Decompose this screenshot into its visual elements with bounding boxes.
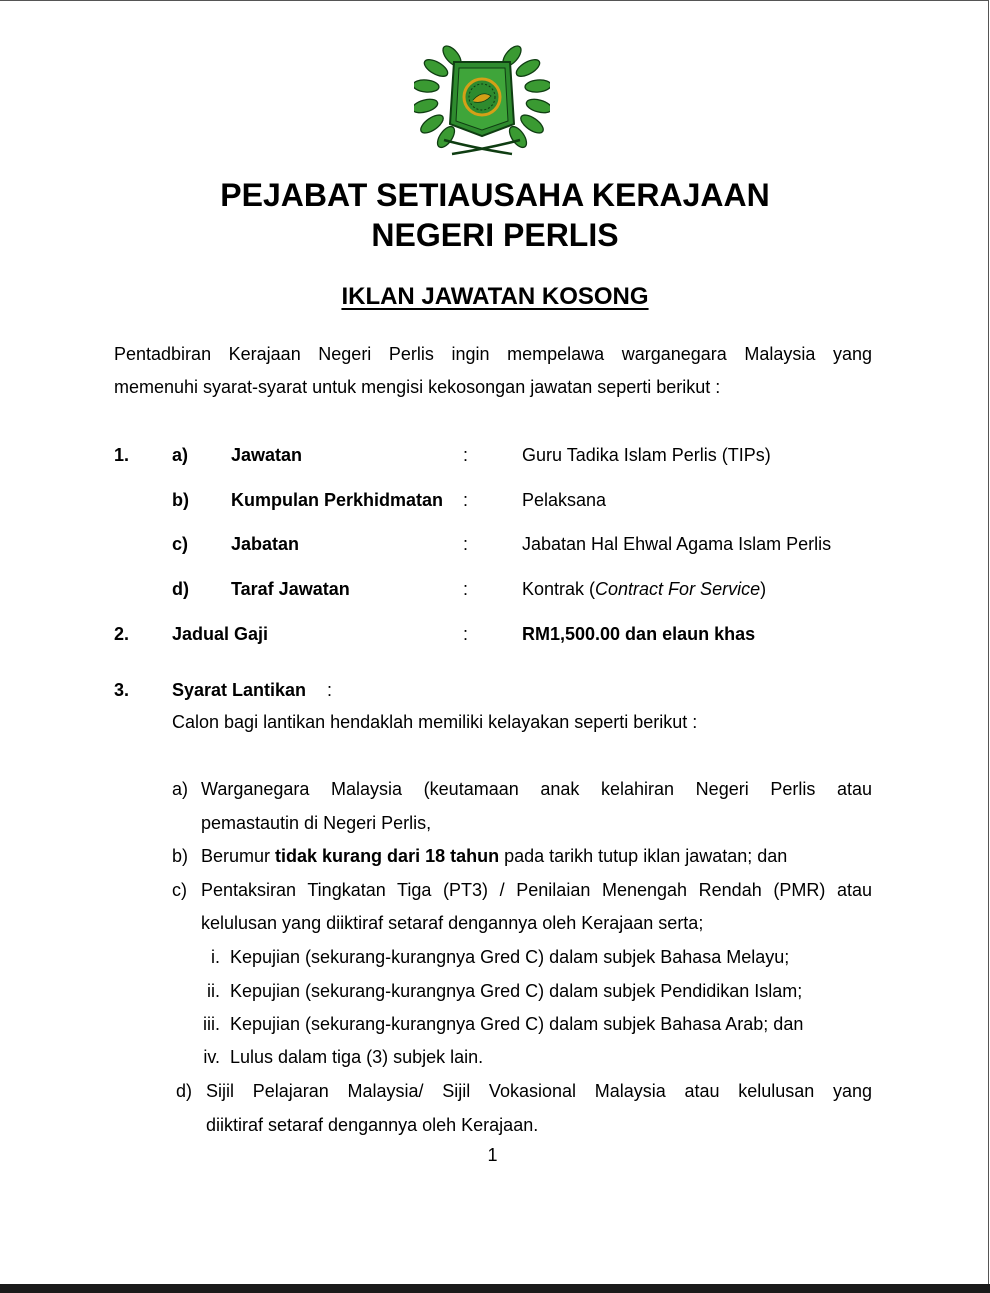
item1d-value-suffix: ) [760, 579, 767, 599]
item1d-letter: d) [172, 579, 189, 599]
item1c-label: Jabatan [231, 534, 300, 554]
item1d-value [522, 578, 766, 600]
item1-number: 1. [114, 445, 130, 465]
item3a-letter: a) [172, 779, 189, 799]
intro-line1: Pentadbiran Kerajaan Negeri Perlis ingin mempelawa warganegara Malaysia yang [114, 344, 872, 364]
item1d-value-prefix: Kontrak ( [522, 579, 596, 599]
item3c-sub1-num: i. [211, 947, 220, 967]
item1c-value: Jabatan Hal Ehwal Agama Islam Perlis [522, 534, 832, 554]
item3c-sub2-text: Kepujian (sekurang-kurangnya Gred C) dalam subjek Pendidikan Islam; [230, 981, 803, 1001]
item3c-sub2-num: ii. [207, 981, 220, 1001]
item3-subtitle: Calon bagi lantikan hendaklah memiliki kelayakan seperti berikut : [172, 712, 698, 732]
intro-line2: memenuhi syarat-syarat untuk mengisi kekosongan jawatan seperti berikut : [114, 377, 721, 397]
item3d-line1: Sijil Pelajaran Malaysia/ Sijil Vokasional Malaysia atau kelulusan yang [206, 1081, 872, 1101]
item3c-sub4-text: Lulus dalam tiga (3) subjek lain. [230, 1047, 484, 1067]
item3b-text [201, 845, 787, 867]
item1a-colon: : [463, 445, 469, 465]
page-bottom-bar [0, 1284, 990, 1293]
document-heading: IKLAN JAWATAN KOSONG [341, 283, 649, 310]
item1d-value-italic: Contract For Service [595, 579, 761, 599]
page-number: 1 [487, 1145, 498, 1165]
item1b-value: Pelaksana [522, 490, 607, 510]
item1b-letter: b) [172, 490, 189, 510]
office-title-line1: PEJABAT SETIAUSAHA KERAJAAN [220, 177, 770, 213]
item1b-label: Kumpulan Perkhidmatan [231, 490, 444, 510]
item3d-letter: d) [176, 1081, 193, 1101]
page-border-top [0, 0, 988, 1]
item1a-value: Guru Tadika Islam Perlis (TIPs) [522, 445, 771, 465]
item1d-label: Taraf Jawatan [231, 579, 350, 599]
item2-value: RM1,500.00 dan elaun khas [522, 624, 756, 644]
item3c-sub3-text: Kepujian (sekurang-kurangnya Gred C) dalam subjek Bahasa Arab; dan [230, 1014, 804, 1034]
item2-number: 2. [114, 624, 130, 644]
item1d-colon: : [463, 579, 469, 599]
item3a-line2: pemastautin di Negeri Perlis, [201, 813, 432, 833]
item1a-label: Jawatan [231, 445, 303, 465]
item2-label: Jadual Gaji [172, 624, 269, 644]
perlis-crest-logo [414, 40, 550, 158]
item1b-colon: : [463, 490, 469, 510]
item3-label: Syarat Lantikan [172, 680, 307, 700]
item3c-sub1-text: Kepujian (sekurang-kurangnya Gred C) dalam subjek Bahasa Melayu; [230, 947, 790, 967]
item3a-line1: Warganegara Malaysia (keutamaan anak kelahiran Negeri Perlis atau [201, 779, 872, 799]
item1c-colon: : [463, 534, 469, 554]
item3c-sub4-num: iv. [203, 1047, 220, 1067]
item3b-bold: tidak kurang dari 18 tahun [275, 846, 500, 866]
item3c-line2: kelulusan yang diiktiraf setaraf dengannya oleh Kerajaan serta; [201, 913, 704, 933]
office-title-line2: NEGERI PERLIS [371, 217, 619, 253]
item1a-letter: a) [172, 445, 189, 465]
item1c-letter: c) [172, 534, 189, 554]
item3c-sub3-num: iii. [203, 1014, 220, 1034]
item3b-post: pada tarikh tutup iklan jawatan; dan [499, 846, 788, 866]
item3-colon: : [327, 680, 333, 700]
item3-number: 3. [114, 680, 130, 700]
item3b-pre: Berumur [201, 846, 276, 866]
item3b-letter: b) [172, 846, 189, 866]
item2-colon: : [463, 624, 469, 644]
item3c-letter: c) [172, 880, 187, 900]
item3d-line2: diiktiraf setaraf dengannya oleh Kerajaan. [206, 1115, 539, 1135]
item3c-line1: Pentaksiran Tingkatan Tiga (PT3) / Penilaian Menengah Rendah (PMR) atau [201, 880, 872, 900]
